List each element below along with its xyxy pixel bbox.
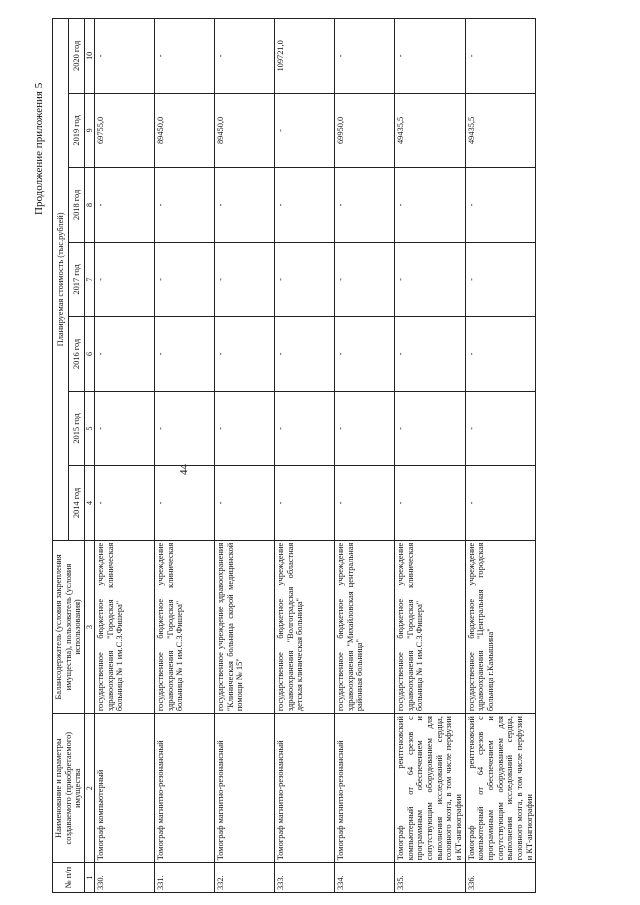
column-number: 8 xyxy=(84,168,94,243)
item-name: Томограф рентгеновский компьютерный от 64 срезов с программным обеспечением и сопутствующим оборудованием для выполнения исследований сердца, головного мозга, в том числе перфузии и КТ-ангиографии xyxy=(465,714,536,863)
table-row xyxy=(275,19,335,893)
cost-2015: - xyxy=(95,391,155,466)
row-number: 334. xyxy=(335,863,395,893)
row-number: 336. xyxy=(465,863,536,893)
item-name: Томограф магнитно-резонансный xyxy=(215,714,275,863)
cost-2015: - xyxy=(155,391,215,466)
item-name: Томограф магнитно-резонансный xyxy=(335,714,395,863)
balance-holder: государственное бюджетное учреждение здравоохранения "Городская клиническая больница № 1 им.С.З.Фишера" xyxy=(95,540,155,713)
cost-2019: 49435,5 xyxy=(395,93,466,168)
balance-holder: государственное бюджетное учреждение здравоохранения "Центральная городская больница г.Камышина" xyxy=(465,540,536,713)
table-row xyxy=(215,19,275,893)
page-number: 44 xyxy=(178,464,190,475)
table-row xyxy=(335,19,395,893)
column-number: 4 xyxy=(84,466,94,541)
column-number: 3 xyxy=(84,540,94,713)
row-number: 335. xyxy=(395,863,466,893)
table-row xyxy=(395,19,466,893)
cost-2020: - xyxy=(465,19,536,94)
item-name: Томограф компьютерный xyxy=(95,714,155,863)
header-year-2015: 2015 год xyxy=(68,391,84,466)
cost-2017: - xyxy=(395,242,466,317)
column-number-row xyxy=(84,19,94,893)
header-year-2019: 2019 год xyxy=(68,93,84,168)
cost-2019: 49435,5 xyxy=(465,93,536,168)
column-number: 6 xyxy=(84,317,94,392)
cost-2019: 89450,0 xyxy=(215,93,275,168)
balance-holder: государственное учреждение здравоохранения "Клиническая больница скорой медицинской помощи № 15" xyxy=(215,540,275,713)
cost-2019: 69755,0 xyxy=(95,93,155,168)
cost-2018: - xyxy=(395,168,466,243)
table-row xyxy=(155,19,215,893)
cost-2015: - xyxy=(215,391,275,466)
cost-2020: - xyxy=(155,19,215,94)
column-number: 10 xyxy=(84,19,94,94)
row-number: 330. xyxy=(95,863,155,893)
balance-holder: государственное бюджетное учреждение здравоохранения "Михайловская центральная районная больница" xyxy=(335,540,395,713)
cost-2017: - xyxy=(335,242,395,317)
balance-holder: государственное бюджетное учреждение здравоохранения "Волгоградская областная детская клиническая больница" xyxy=(275,540,335,713)
cost-2018: - xyxy=(335,168,395,243)
cost-2017: - xyxy=(465,242,536,317)
item-name: Томограф магнитно-резонансный xyxy=(155,714,215,863)
cost-2019: 89450,0 xyxy=(155,93,215,168)
cost-2016: - xyxy=(95,317,155,392)
table-row xyxy=(465,19,536,893)
header-year-2017: 2017 год xyxy=(68,242,84,317)
item-name: Томограф магнитно-резонансный xyxy=(275,714,335,863)
header-no: № п/п xyxy=(53,863,85,893)
cost-2018: - xyxy=(155,168,215,243)
cost-2014: - xyxy=(335,466,395,541)
header-cost-group: Планируемая стоимость (тыс.рублей) xyxy=(53,19,69,541)
cost-2017: - xyxy=(95,242,155,317)
header-holder: Балансодержатель (условия закрепления имущества), пользователь (условия использования) xyxy=(53,540,85,713)
cost-2014: - xyxy=(465,466,536,541)
cost-2016: - xyxy=(215,317,275,392)
cost-2014: - xyxy=(275,466,335,541)
table-row xyxy=(95,19,155,893)
property-cost-table xyxy=(52,18,536,893)
column-number: 9 xyxy=(84,93,94,168)
cost-2017: - xyxy=(215,242,275,317)
row-number: 332. xyxy=(215,863,275,893)
cost-2016: - xyxy=(275,317,335,392)
column-number: 7 xyxy=(84,242,94,317)
cost-2020: 109721,0 xyxy=(275,19,335,94)
column-number: 1 xyxy=(84,863,94,893)
cost-2015: - xyxy=(465,391,536,466)
cost-2015: - xyxy=(395,391,466,466)
cost-2019: - xyxy=(275,93,335,168)
cost-2015: - xyxy=(275,391,335,466)
header-year-2016: 2016 год xyxy=(68,317,84,392)
header-year-2018: 2018 год xyxy=(68,168,84,243)
cost-2020: - xyxy=(335,19,395,94)
cost-2015: - xyxy=(335,391,395,466)
row-number: 333. xyxy=(275,863,335,893)
item-name: Томограф рентгеновский компьютерный от 64 срезов с программным обеспечением и сопутствующим оборудованием для выполнения исследований сердца, головного мозга, в том числе перфузии и КТ-ангиографии xyxy=(395,714,466,863)
column-number: 5 xyxy=(84,391,94,466)
header-year-2020: 2020 год xyxy=(68,19,84,94)
balance-holder: государственное бюджетное учреждение здравоохранения "Городская клиническая больница № 1 им.С.З.Фишера" xyxy=(395,540,466,713)
cost-2016: - xyxy=(395,317,466,392)
cost-2017: - xyxy=(275,242,335,317)
cost-2018: - xyxy=(215,168,275,243)
cost-2016: - xyxy=(155,317,215,392)
cost-2014: - xyxy=(215,466,275,541)
cost-2020: - xyxy=(395,19,466,94)
cost-2016: - xyxy=(335,317,395,392)
column-number: 2 xyxy=(84,714,94,863)
row-number: 331. xyxy=(155,863,215,893)
cost-2019: 69950,0 xyxy=(335,93,395,168)
header-year-2014: 2014 год xyxy=(68,466,84,541)
cost-2017: - xyxy=(155,242,215,317)
cost-2016: - xyxy=(465,317,536,392)
cost-2014: - xyxy=(95,466,155,541)
cost-2014: - xyxy=(155,466,215,541)
cost-2018: - xyxy=(95,168,155,243)
cost-2020: - xyxy=(95,19,155,94)
cost-2014: - xyxy=(395,466,466,541)
header-name: Наименование и параметры создаваемого (приобретаемого) имущества xyxy=(53,714,85,863)
cost-2018: - xyxy=(275,168,335,243)
cost-2020: - xyxy=(215,19,275,94)
appendix-continuation-label: Продолжение приложения 5 xyxy=(33,82,45,215)
balance-holder: государственное бюджетное учреждение здравоохранения "Городская клиническая больница № 1 им.С.З.Фишера" xyxy=(155,540,215,713)
cost-2018: - xyxy=(465,168,536,243)
